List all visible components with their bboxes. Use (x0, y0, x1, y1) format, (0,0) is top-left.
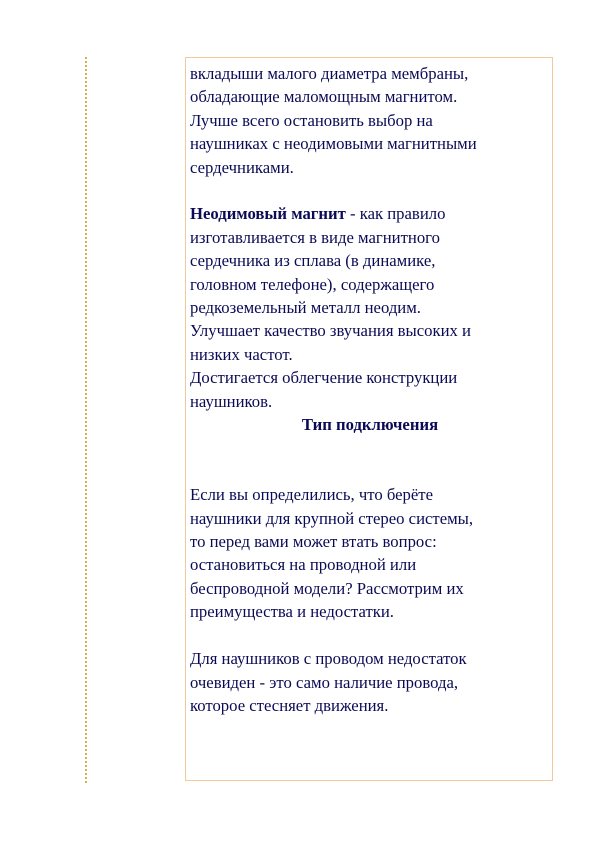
text-line: то перед вами может втать вопрос: (190, 532, 437, 552)
text-line: остановиться на проводной или (190, 555, 417, 575)
text-line: наушников. (190, 391, 273, 411)
text-line: наушниках с неодимовыми магнитными (190, 134, 477, 154)
page-text-block (190, 62, 550, 717)
text-line: Достигается облегчение конструкции (190, 368, 458, 388)
text-line: головном телефоне), содержащего (190, 274, 435, 294)
text-line: сердечника из сплава (в динамике, (190, 251, 436, 271)
text-line: сердечниками. (190, 157, 294, 177)
text-line: изготавливается в виде магнитного (190, 227, 440, 247)
definition-start: - как правило (345, 204, 446, 224)
text-line: обладающие маломощным магнитом. (190, 87, 458, 107)
paragraph-headphone-magnets (190, 62, 550, 179)
defined-term: Неодимовый магнит (190, 204, 346, 224)
text-line (190, 202, 550, 225)
text-line: вкладыши малого диаметра мембраны, (190, 64, 469, 83)
text-line: Лучше всего остановить выбор на (190, 110, 433, 130)
text-line: которое стесняет движения. (190, 695, 389, 715)
text-line: наушники для крупной стерео системы, (190, 508, 474, 528)
paragraph-wired-drawback (190, 647, 550, 717)
text-line: преимущества и недостатки. (190, 602, 394, 622)
paragraph-spacer (190, 460, 550, 483)
text-line: Если вы определились, что берёте (190, 485, 433, 505)
text-line: Для наушников с проводом недостаток (190, 649, 467, 669)
paragraph-spacer (190, 624, 550, 647)
text-line: очевиден - это само наличие провода, (190, 672, 459, 692)
text-line: беспроводной модели? Рассмотрим их (190, 578, 464, 598)
text-line: Улучшает качество звучания высоких и (190, 321, 471, 341)
left-margin-dotted-rule (85, 57, 87, 783)
paragraph-spacer (190, 436, 550, 459)
paragraph-connection-choice (190, 483, 550, 623)
text-line: редкоземельный металл неодим. (190, 298, 421, 318)
paragraph-neodymium-definition (190, 202, 550, 413)
paragraph-spacer (190, 179, 550, 202)
section-heading: Тип подключения (301, 415, 439, 435)
text-line: низких частот. (190, 344, 293, 364)
